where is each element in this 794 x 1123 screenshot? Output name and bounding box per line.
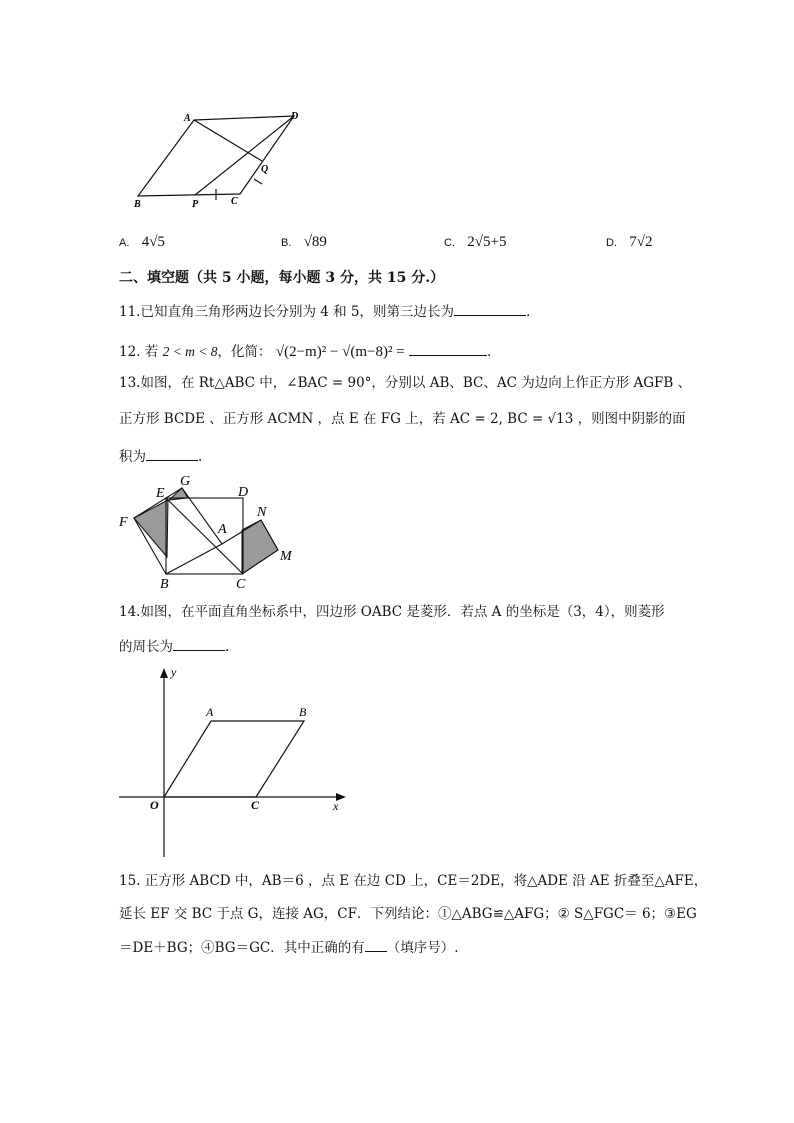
q10-figure — [128, 104, 318, 214]
label-a: A — [218, 522, 227, 537]
q10-option-a: A. 4√5 — [119, 234, 165, 250]
q12-expression: √(2−m)² − √(m−8)² = — [275, 344, 405, 360]
answer-blank-15[interactable] — [365, 937, 387, 952]
question-14-line-2: 的周长为 . — [119, 636, 229, 656]
label-p: P — [192, 199, 199, 210]
label-c: C — [236, 577, 246, 592]
label-b: B — [160, 577, 169, 592]
q10-option-d: D. 7√2 — [606, 234, 653, 250]
label-f: F — [119, 515, 128, 530]
label-a: A — [184, 113, 191, 124]
q14-figure — [114, 662, 350, 862]
segment-aq — [194, 120, 262, 161]
label-n: N — [257, 505, 267, 520]
question-15-line-2: 延长 EF 交 BC 于点 G，连接 AG，CF．下列结论：①△ABG≌△AFG；② S△FGC＝ 6；③EG — [119, 906, 697, 922]
label-c: C — [231, 196, 238, 207]
question-15-line-3: ＝DE＋BG；④BG＝GC．其中正确的有 （填序号）. — [119, 937, 459, 957]
q10-option-b: B. √89 — [281, 234, 327, 250]
question-12: 12. 若 2 < m < 8，化简： √(2−m)² − √(m−8)² = . — [119, 341, 491, 361]
answer-blank-14[interactable] — [173, 636, 225, 651]
answer-blank-13[interactable] — [146, 446, 198, 461]
section-2-title: 二、填空题（共 5 小题，每小题 3 分，共 15 分.） — [119, 270, 445, 286]
label-a: A — [206, 705, 214, 719]
parallelogram-abcd — [138, 116, 294, 196]
label-b: B — [134, 199, 141, 210]
label-e: E — [156, 486, 165, 501]
y-axis-arrow — [160, 668, 168, 678]
label-b: B — [299, 705, 307, 719]
segment-dp — [195, 116, 294, 195]
question-11: 11.已知直角三角形两边长分别为 4 和 5，则第三边长为 . — [119, 301, 530, 321]
question-13-line-2: 正方形 BCDE 、正方形 ACMN ，点 E 在 FG 上，若 AC = 2, BC = √13 ，则图中阴影的面 — [119, 411, 686, 427]
label-d: D — [291, 111, 299, 122]
label-g: G — [180, 474, 191, 489]
label-y: y — [171, 665, 177, 679]
segment-ba — [166, 544, 222, 574]
tick-mark-cq — [254, 179, 262, 184]
label-x: x — [333, 799, 339, 813]
diagonal-ec — [166, 498, 243, 574]
answer-blank-12[interactable] — [409, 341, 487, 356]
label-m: M — [280, 549, 292, 564]
q10-option-c: C. 2√5+5 — [444, 234, 507, 250]
label-q: Q — [261, 164, 269, 175]
q13-figure — [114, 470, 304, 595]
question-13-line-1: 13.如图，在 Rt△ABC 中，∠BAC = 90°，分别以 AB、BC、AC 为边向上作正方形 AGFB 、 — [119, 375, 692, 391]
label-d: D — [238, 485, 249, 500]
answer-blank-11[interactable] — [454, 301, 526, 316]
question-14-line-1: 14.如图，在平面直角坐标系中，四边形 OABC 是菱形．若点 A 的坐标是（3，4），则菱形 — [119, 604, 665, 620]
question-15-line-1: 15. 正方形 ABCD 中，AB＝6 ，点 E 在边 CD 上，CE＝2DE，将△ADE 沿 AE 折叠至△AFE， — [119, 873, 708, 889]
rhombus-oabc — [164, 721, 304, 797]
label-o: O — [150, 798, 159, 812]
question-13-line-3: 积为 . — [119, 446, 202, 466]
label-c: C — [251, 798, 260, 812]
